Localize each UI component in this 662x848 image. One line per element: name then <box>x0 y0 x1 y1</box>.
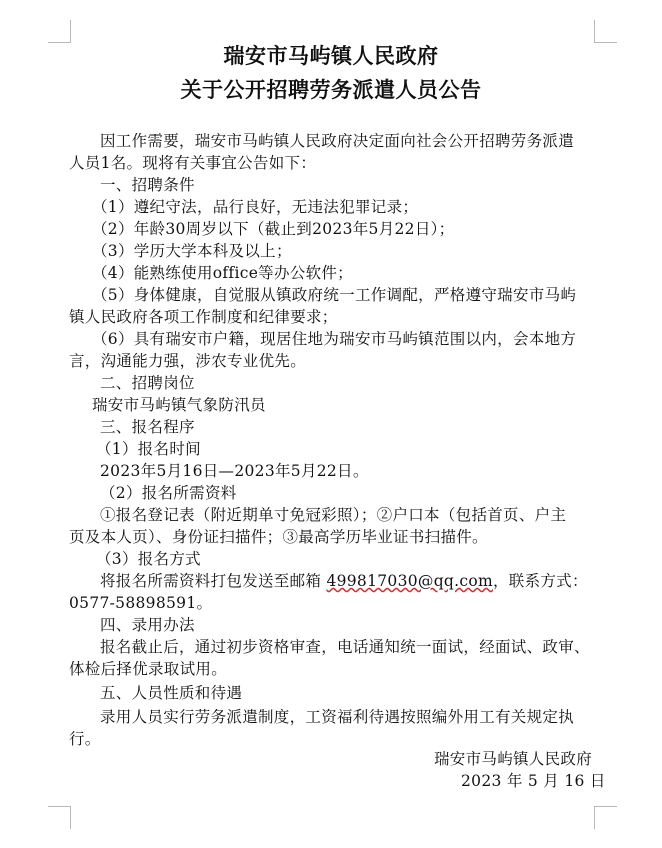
condition-5-line-2: 镇人民政府各项工作制度和纪律要求； <box>69 308 338 326</box>
hiring-method-line-1: 报名截止后，通过初步资格审查，电话通知统一面试，经面试、政审、 <box>100 638 590 656</box>
crop-mark-bottom-left <box>48 806 71 829</box>
condition-6-line-1: （6）具有瑞安市户籍，现居住地为瑞安市马屿镇范围以内，会本地方 <box>92 330 577 348</box>
condition-6-line-2: 言，沟通能力强，涉农专业优先。 <box>69 352 307 370</box>
contact-phone: 0577-58898591。 <box>69 594 213 612</box>
crop-mark-bottom-right <box>594 806 617 829</box>
registration-method-heading: （3）报名方式 <box>96 550 201 568</box>
registration-method-line-1 <box>100 571 588 591</box>
registration-documents-line-1: ①报名登记表（附近期单寸免冠彩照）；②户口本（包括首页、户主 <box>100 506 567 524</box>
document-title-line-1: 瑞安市马屿镇人民政府 <box>223 43 439 68</box>
section-heading-nature-and-pay: 五、人员性质和待遇 <box>100 684 243 702</box>
position-name: 瑞安市马屿镇气象防汛员 <box>92 396 266 414</box>
registration-method-prefix: 将报名所需资料打包发送至邮箱 <box>100 572 327 590</box>
signature-date: 2023 年 5 月 16 日 <box>461 772 606 790</box>
registration-email[interactable]: 499817030@qq.com <box>326 572 493 590</box>
hiring-method-line-2: 体检后择优录取试用。 <box>69 660 228 678</box>
registration-time-heading: （1）报名时间 <box>96 440 201 458</box>
intro-line-1: 因工作需要，瑞安市马屿镇人民政府决定面向社会公开招聘劳务派遣 <box>100 132 575 150</box>
registration-time: 2023年5月16日—2023年5月22日。 <box>100 462 369 480</box>
registration-documents-heading: （2）报名所需资料 <box>100 484 237 502</box>
section-heading-recruitment-conditions: 一、招聘条件 <box>100 176 195 194</box>
condition-1: （1）遵纪守法，品行良好，无违法犯罪记录； <box>92 198 419 216</box>
section-heading-position: 二、招聘岗位 <box>100 374 195 392</box>
registration-method-suffix: ，联系方式： <box>492 572 588 590</box>
condition-4: （4）能熟练使用office等办公软件； <box>92 264 353 282</box>
registration-documents-line-2: 页及本人页）、身份证扫描件；③最高学历毕业证书扫描件。 <box>69 528 488 546</box>
condition-3: （3）学历大学本科及以上； <box>92 242 292 260</box>
document-title-line-2: 关于公开招聘劳务派遣人员公告 <box>180 77 482 102</box>
pay-line-2: 行。 <box>69 730 101 748</box>
pay-line-1: 录用人员实行劳务派遣制度，工资福利待遇按照编外用工有关规定执 <box>100 708 575 726</box>
condition-5-line-1: （5）身体健康，自觉服从镇政府统一工作调配，严格遵守瑞安市马屿 <box>92 286 577 304</box>
condition-2: （2）年龄30周岁以下（截止到2023年5月22日）； <box>92 220 455 238</box>
section-heading-registration: 三、报名程序 <box>100 418 195 436</box>
signature-organization: 瑞安市马屿镇人民政府 <box>434 750 593 768</box>
section-heading-hiring-method: 四、录用办法 <box>100 616 195 634</box>
intro-line-2: 人员1名。现将有关事宜公告如下： <box>69 154 317 172</box>
